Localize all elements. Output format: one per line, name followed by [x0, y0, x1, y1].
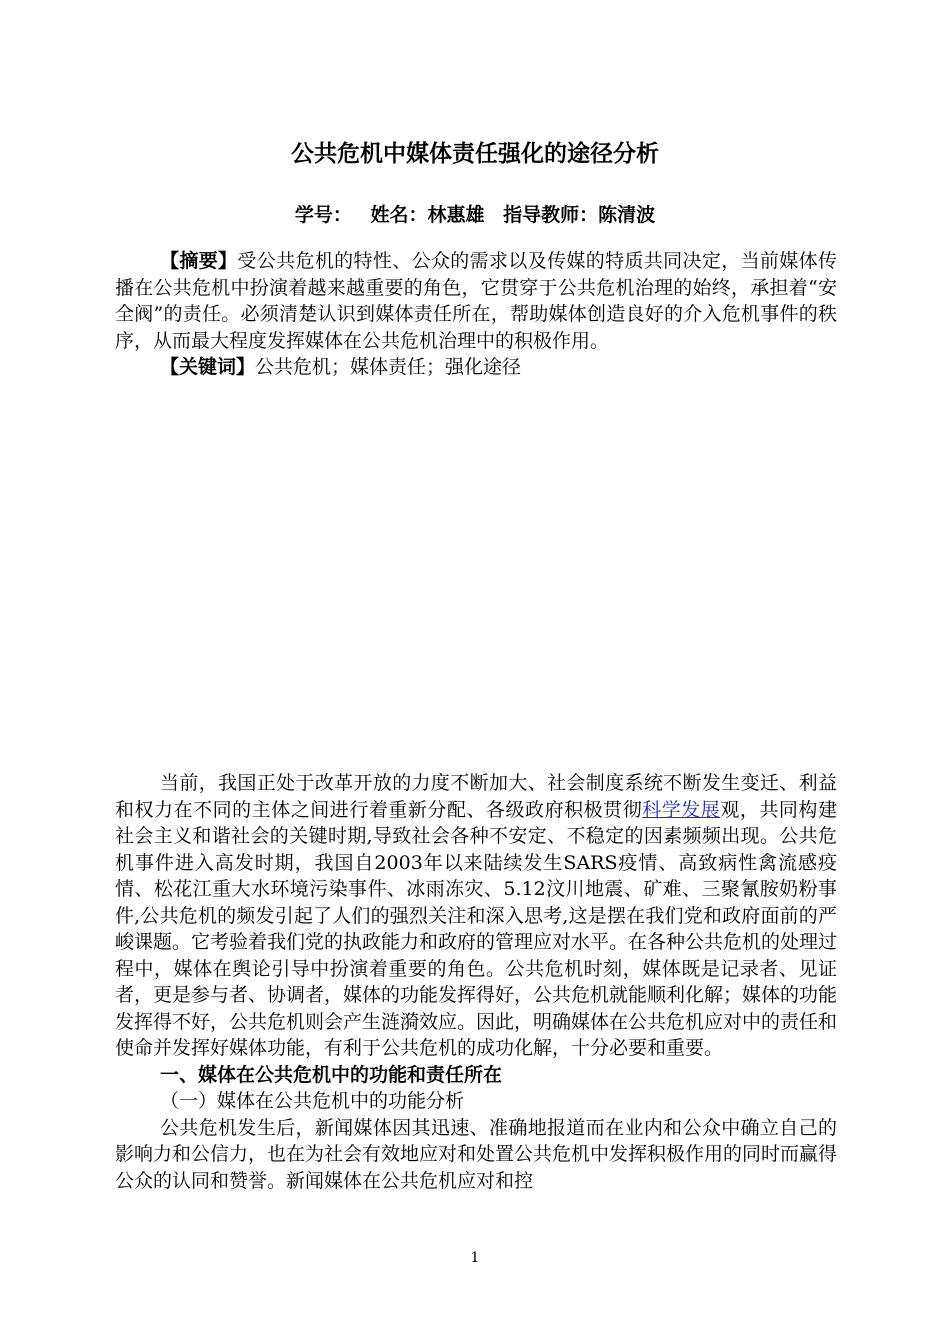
abstract-paragraph [115, 248, 837, 354]
keywords-label: 【关键词】 [160, 356, 256, 378]
page-number: 1 [470, 1250, 480, 1266]
keywords-paragraph [115, 354, 837, 381]
body-paragraph-2: 公共危机发生后，新闻媒体因其迅速、准确地报道而在业内和公众中确立自己的影响力和公信力，也在为社会有效地应对和处置公共危机中发挥积极作用的同时而赢得公众的认同和赞誉。新闻媒体在公共危机应对和控 [115, 1116, 838, 1192]
author-name: 姓名：林惠雄 [370, 204, 485, 226]
student-id-label: 学号： [294, 204, 352, 226]
document-title: 公共危机中媒体责任强化的途径分析 [291, 141, 659, 167]
body-section [115, 770, 837, 1194]
science-development-link[interactable]: 科学发展 [642, 798, 721, 821]
body-paragraph-1 [115, 770, 837, 1062]
subsection-heading-1: （一）媒体在公共危机中的功能分析 [160, 1090, 465, 1112]
abstract-text: 受公共危机的特性、公众的需求以及传媒的特质共同决定，当前媒体传播在公共危机中扮演着越来越重要的角色，它贯穿于公共危机治理的始终，承担着“安全阀”的责任。必须清楚认识到媒体责任所在，帮助媒体创造良好的介入危机事件的秩序，从而最大程度发挥媒体在公共危机治理中的积极作用。 [115, 250, 837, 352]
para1-text-a: 当前，我国正处于改革开放的力度不断加大、社会制度系统不断发生变迁、利益和权力在不同的主体之间进行着重新分配、各级政府积极贯彻 [115, 772, 837, 821]
abstract-section [115, 248, 837, 381]
section-heading-1: 一、媒体在公共危机中的功能和责任所在 [160, 1063, 503, 1086]
byline [0, 200, 950, 227]
keywords-text: 公共危机；媒体责任；强化途径 [255, 356, 522, 378]
para1-text-b: 观，共同构建社会主义和谐社会的关键时期,导致社会各种不安定、不稳定的因素频频出现。公共危机事件进入高发时期，我国自2003年以来陆续发生SARS疫情、高致病性禽流感疫情、松花江重大水环境污染事件、冰雨冻灾、5.12汶川地震、矿难、三聚氰胺奶粉事件,公共危机的频发引起了人们的强烈关注和深入思考,这是摆在我们党和政府面前的严峻课题。它考验着我们党的执政能力和政府的管理应对水平。在各种公共危机的处理过程中，媒体在舆论引导中扮演着重要的角色。公共危机时刻，媒体既是记录者、见证者，更是参与者、协调者，媒体的功能发挥得好，公共危机就能顺利化解；媒体的功能发挥得不好，公共危机则会产生涟漪效应。因此，明确媒体在公共危机应对中的责任和使命并发挥好媒体功能，有利于公共危机的成功化解，十分必要和重要。 [115, 798, 838, 1059]
advisor-name: 指导教师：陈清波 [503, 204, 656, 226]
abstract-label: 【摘要】 [160, 250, 238, 272]
